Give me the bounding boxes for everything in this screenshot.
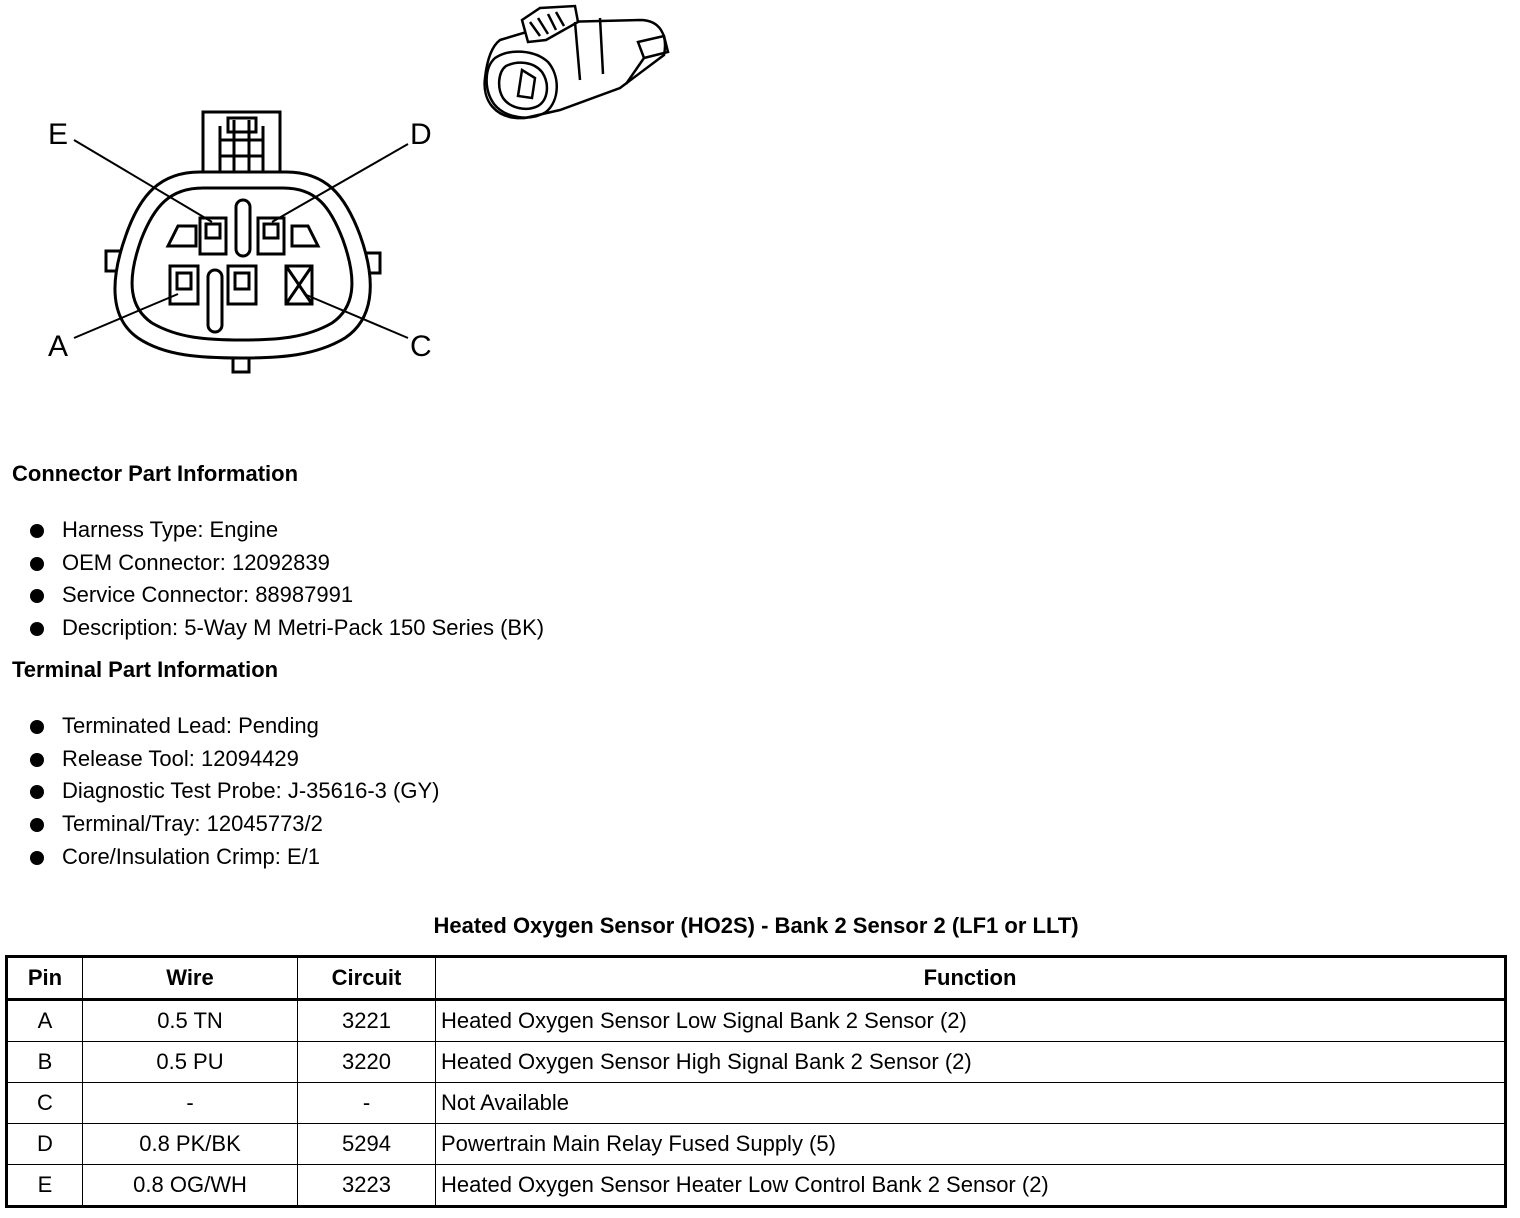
pinout-table (5, 955, 1507, 1208)
table-row (7, 1083, 1506, 1124)
list-item-text: OEM Connector: 12092839 (62, 549, 330, 575)
bullet-icon (30, 622, 44, 636)
cell-function: Not Available (436, 1083, 1506, 1124)
list-item-text: Release Tool: 12094429 (62, 745, 299, 771)
column-header-function: Function (436, 957, 1506, 1000)
bullet-icon (30, 557, 44, 571)
table-title: Heated Oxygen Sensor (HO2S) - Bank 2 Sensor 2 (LF1 or LLT) (433, 913, 1079, 938)
connector-latch (203, 112, 280, 174)
connector-part-info-title: Connector Part Information (12, 461, 299, 486)
list-item-text: Harness Type: Engine (62, 517, 279, 542)
pin-label-a: A (48, 330, 69, 363)
list-item-text: Diagnostic Test Probe: J-35616-3 (GY) (62, 778, 440, 804)
column-header-wire: Wire (83, 957, 298, 1000)
bullet-icon (30, 524, 44, 538)
terminal-part-info-list (0, 710, 439, 873)
list-item-text: Terminal/Tray: 12045773/2 (62, 811, 323, 837)
table-row (7, 1165, 1506, 1207)
cell-circuit: 3221 (298, 1000, 436, 1042)
pin-label-c: C (410, 330, 432, 363)
column-header-circuit: Circuit (298, 957, 436, 1000)
cell-pin: D (7, 1124, 83, 1165)
table-row (7, 1124, 1506, 1165)
bullet-icon (30, 851, 44, 865)
list-item (0, 514, 544, 547)
bullet-icon (30, 818, 44, 832)
bullet-icon (30, 785, 44, 799)
list-item-text: Terminated Lead: Pending (62, 713, 319, 738)
list-item (0, 710, 439, 743)
terminal-part-info-title: Terminal Part Information (12, 657, 279, 682)
list-item-text: Service Connector: 88987991 (62, 582, 354, 608)
table-row (7, 1000, 1506, 1042)
pin-label-d: D (410, 118, 432, 151)
list-item (0, 841, 439, 874)
cell-function: Heated Oxygen Sensor High Signal Bank 2 Sensor (2) (436, 1042, 1506, 1083)
cell-pin: E (7, 1165, 83, 1207)
cell-pin: A (7, 1000, 83, 1042)
table-header-row (7, 957, 1506, 1000)
cell-wire: 0.8 PK/BK (83, 1124, 298, 1165)
list-item (0, 775, 439, 808)
cell-pin: C (7, 1083, 83, 1124)
column-header-pin: Pin (7, 957, 83, 1000)
list-item (0, 579, 544, 612)
connector-3d-illustration (485, 6, 668, 118)
cell-function: Heated Oxygen Sensor Heater Low Control Bank 2 Sensor (2) (436, 1165, 1506, 1207)
bullet-icon (30, 753, 44, 767)
list-item-text: Description: 5-Way M Metri-Pack 150 Series (BK) (62, 615, 545, 641)
cell-function: Heated Oxygen Sensor Low Signal Bank 2 Sensor (2) (436, 1000, 1506, 1042)
cell-wire: - (83, 1083, 298, 1124)
list-item-text: Core/Insulation Crimp: E/1 (62, 843, 320, 869)
pin-label-e: E (48, 118, 69, 151)
table-row (7, 1042, 1506, 1083)
connector-part-info-list (0, 514, 544, 645)
cell-function: Powertrain Main Relay Fused Supply (5) (436, 1124, 1506, 1165)
cell-circuit: - (298, 1083, 436, 1124)
cell-circuit: 3220 (298, 1042, 436, 1083)
connector-diagram (0, 0, 700, 420)
list-item (0, 547, 544, 580)
list-item (0, 612, 544, 645)
cell-wire: 0.5 PU (83, 1042, 298, 1083)
cell-circuit: 3223 (298, 1165, 436, 1207)
cell-pin: B (7, 1042, 83, 1083)
cell-wire: 0.8 OG/WH (83, 1165, 298, 1207)
list-item (0, 743, 439, 776)
cell-wire: 0.5 TN (83, 1000, 298, 1042)
bullet-icon (30, 720, 44, 734)
bullet-icon (30, 589, 44, 603)
list-item (0, 808, 439, 841)
cell-circuit: 5294 (298, 1124, 436, 1165)
